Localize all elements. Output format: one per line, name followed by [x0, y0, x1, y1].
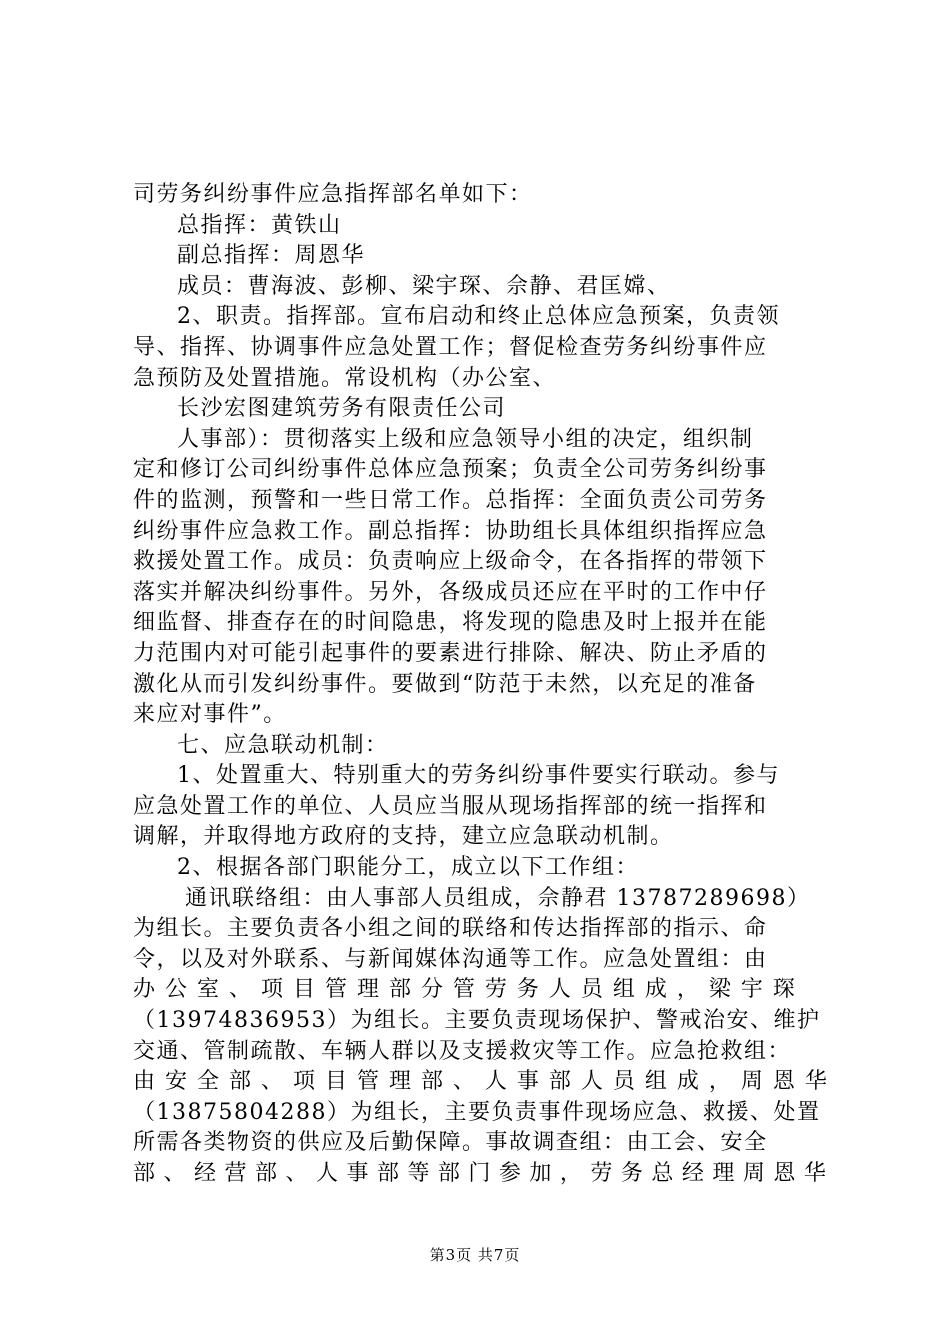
text-line: 来应对事件”。	[133, 702, 287, 728]
text-line: 总指挥：黄铁山	[177, 212, 342, 238]
text-line: 副总指挥：周恩华	[177, 243, 366, 269]
text-line: 激化从而引发纠纷事件。要做到“防范于未然，以充足的准备	[133, 671, 757, 697]
text-line: 七、应急联动机制：	[177, 732, 389, 758]
text-line: （13974836953）为组长。主要负责现场保护、警戒治安、维护	[133, 1008, 821, 1034]
document-body	[133, 180, 833, 1190]
text-line: 成员：曹海波、彭柳、梁宇琛、佘静、君匡嫦、	[177, 273, 671, 299]
text-line: 导、指挥、协调事件应急处置工作；督促检查劳务纠纷事件应	[133, 334, 768, 360]
text-line: 定和修订公司纠纷事件总体应急预案；负责全公司劳务纠纷事	[133, 457, 768, 483]
text-line: 2、职责。指挥部。宣布启动和终止总体应急预案，负责领	[177, 304, 780, 330]
text-line: 件的监测，预警和一些日常工作。总指挥：全面负责公司劳务	[133, 487, 768, 513]
text-line: 细监督、排查存在的时间隐患，将发现的隐患及时上报并在能	[133, 610, 768, 636]
text-line: 应急处置工作的单位、人员应当服从现场指挥部的统一指挥和	[133, 793, 768, 819]
text-line: 纠纷事件应急救工作。副总指挥：协助组长具体组织指挥应急	[133, 518, 768, 544]
page-number: 第3页 共7页	[429, 1246, 521, 1264]
text-line: 人事部）：贯彻落实上级和应急领导小组的决定，组织制	[177, 426, 754, 452]
text-line: 2、根据各部门职能分工，成立以下工作组：	[177, 855, 639, 881]
text-line: （13875804288）为组长，主要负责事件现场应急、救援、处置	[133, 1099, 821, 1125]
text-line: 交通、管制疏散、车辆人群以及支援救灾等工作。应急抢救组：	[133, 1038, 792, 1064]
text-line: 部 、 经 营 部 、 人 事 部 等 部 门 参 加 ， 劳 务 总 经 理 周 恩 华	[133, 1161, 827, 1186]
text-line: 通讯联络组：由人事部人员组成，佘静君 13787289698）	[185, 885, 811, 911]
text-line: 落实并解决纠纷事件。另外，各级成员还应在平时的工作中仔	[133, 579, 768, 605]
text-line: 救援处置工作。成员：负责响应上级命令，在各指挥的带领下	[133, 549, 768, 575]
text-line: 调解，并取得地方政府的支持，建立应急联动机制。	[133, 824, 674, 850]
text-line: 力范围内对可能引起事件的要素进行排除、解决、防止矛盾的	[133, 640, 768, 666]
text-line: 急预防及处置措施。常设机构（办公室、	[133, 365, 557, 391]
text-line: 1、处置重大、特别重大的劳务纠纷事件要实行联动。参与	[177, 763, 780, 789]
text-line: 所需各类物资的供应及后勤保障。事故调查组：由工会、安全	[133, 1130, 768, 1156]
text-line: 办 公 室 、 项 目 管 理 部 分 管 劳 务 人 员 组 成 ， 梁 宇 琛	[133, 977, 797, 1003]
text-line: 长沙宏图建筑劳务有限责任公司	[177, 396, 507, 422]
text-line: 由 安 全 部 、 项 目 管 理 部 、 人 事 部 人 员 组 成 ， 周 恩 华	[133, 1069, 829, 1095]
text-line: 司劳务纠纷事件应急指挥部名单如下：	[133, 182, 533, 207]
text-line: 为组长。主要负责各小组之间的联络和传达指挥部的指示、命	[133, 916, 768, 942]
text-line: 令，以及对外联系、与新闻媒体沟通等工作。应急处置组：由	[133, 946, 768, 972]
